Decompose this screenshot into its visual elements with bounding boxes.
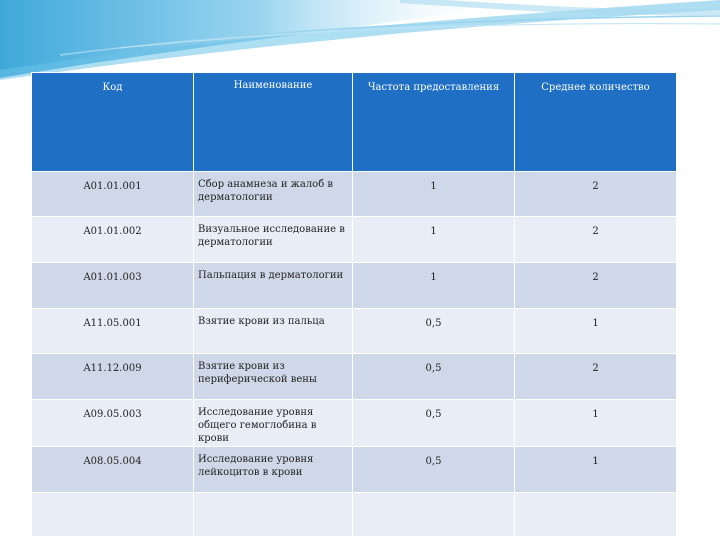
table-row: [32, 309, 677, 354]
cell-average: 2: [515, 263, 677, 309]
services-table: [31, 72, 677, 537]
cell-code: A01.01.002: [32, 217, 194, 263]
cell-average: 1: [515, 447, 677, 493]
table-row: [32, 400, 677, 447]
table-row: [32, 354, 677, 400]
cell-code: A09.05.003: [32, 400, 194, 447]
cell-frequency: 1: [353, 263, 515, 309]
cell-average: 2: [515, 354, 677, 400]
cell-name: [194, 493, 353, 537]
table-row: [32, 493, 677, 537]
cell-code: A08.05.004: [32, 447, 194, 493]
cell-name: Взятие крови из периферической вены: [194, 354, 353, 400]
header-code: Код: [32, 73, 194, 172]
cell-name: Визуальное исследование в дерматологии: [194, 217, 353, 263]
cell-average: 1: [515, 309, 677, 354]
cell-name: Исследование уровня общего гемоглобина в крови: [194, 400, 353, 447]
header-frequency: Частота предоставления: [353, 73, 515, 172]
cell-code: A11.05.001: [32, 309, 194, 354]
cell-name: Исследование уровня лейкоцитов в крови: [194, 447, 353, 493]
cell-code: A11.12.009: [32, 354, 194, 400]
cell-code: A01.01.003: [32, 263, 194, 309]
cell-code: A01.01.001: [32, 172, 194, 217]
cell-name: Взятие крови из пальца: [194, 309, 353, 354]
cell-name: Сбор анамнеза и жалоб в дерматологии: [194, 172, 353, 217]
header-name: Наименование: [194, 73, 353, 172]
table-header-row: [32, 73, 677, 172]
cell-average: 2: [515, 217, 677, 263]
cell-frequency: 1: [353, 217, 515, 263]
cell-frequency: 0,5: [353, 309, 515, 354]
cell-frequency: 1: [353, 172, 515, 217]
cell-frequency: 0,5: [353, 447, 515, 493]
cell-frequency: 0,5: [353, 354, 515, 400]
header-average: Среднее количество: [515, 73, 677, 172]
table-row: [32, 172, 677, 217]
cell-average: 2: [515, 172, 677, 217]
cell-code: [32, 493, 194, 537]
cell-average: [515, 493, 677, 537]
table-row: [32, 447, 677, 493]
cell-name: Пальпация в дерматологии: [194, 263, 353, 309]
cell-frequency: [353, 493, 515, 537]
table-row: [32, 217, 677, 263]
cell-frequency: 0,5: [353, 400, 515, 447]
table-row: [32, 263, 677, 309]
cell-average: 1: [515, 400, 677, 447]
